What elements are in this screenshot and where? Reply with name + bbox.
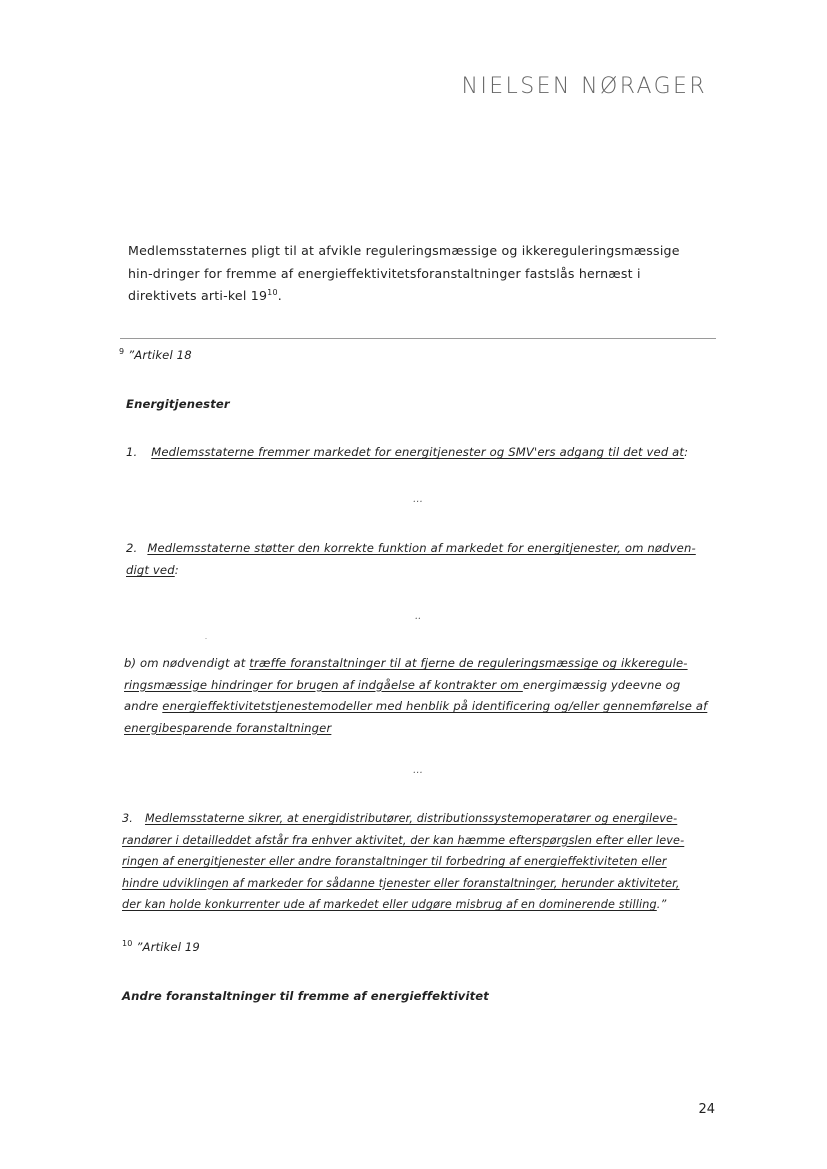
item-b-underlined-1: træffe foranstaltninger til at fjerne de reguleringsmæssige og ikkeregule- xyxy=(249,656,688,670)
footnote-10-title: Andre foranstaltninger til fremme af energieffektivitet xyxy=(122,989,489,1003)
footnote-9-item-2 xyxy=(126,537,726,581)
item-3-end: .” xyxy=(656,898,667,911)
footnote-10-marker: 10 xyxy=(122,939,133,948)
item-1-colon: : xyxy=(684,445,689,459)
company-logo: NIELSEN NØRAGER xyxy=(461,74,707,99)
footnote-9-item-3 xyxy=(122,808,742,916)
item-1-text: Medlemsstaterne fremmer markedet for energitjenester og SMV'ers adgang til det ved at xyxy=(151,445,685,459)
footnote-9-article: ”Artikel 18 xyxy=(128,348,192,362)
item-2-colon: : xyxy=(174,563,179,577)
footnote-10-heading xyxy=(122,936,200,958)
footnote-10-article: ”Artikel 19 xyxy=(136,940,200,954)
footnote-9-title: Energitjenester xyxy=(126,397,230,411)
item-b-plain-3: andre xyxy=(124,699,163,713)
body-paragraph-end: . xyxy=(277,288,282,303)
item-3-line-4: hindre udviklingen af markeder for sådanne tjenester eller foranstaltninger, herunder aktiviteter, xyxy=(122,876,680,890)
item-3-line-1: Medlemsstaterne sikrer, at energidistributører, distributionssystemoperatører og energileve- xyxy=(144,812,678,825)
footnote-9-item-1 xyxy=(126,441,688,463)
ellipsis-3: … xyxy=(413,765,423,776)
item-3-line-5: der kan holde konkurrenter ude af markedet eller udgøre misbrug af en dominerende stilling xyxy=(122,898,657,911)
item-1-number: 1. xyxy=(126,445,138,459)
footnote-9-heading xyxy=(119,344,192,366)
body-paragraph xyxy=(128,240,708,308)
scan-speck xyxy=(205,638,207,639)
item-3-line-3: ringen af energitjenester eller andre foranstaltninger til forbedring af energieffektiviteten eller xyxy=(122,855,667,868)
item-b-underlined-4: energibesparende foranstaltninger xyxy=(124,720,332,735)
footnote-9-item-b xyxy=(124,653,744,739)
item-b-underlined-3: energieffektivitetstjenestemodeller med henblik på identificering og/eller gennemførelse af xyxy=(162,699,708,713)
item-2-number: 2. xyxy=(126,541,138,555)
item-2-line-1: Medlemsstaterne støtter den korrekte funktion af markedet for energitjenester, om nødven- xyxy=(147,541,696,555)
item-3-number: 3. xyxy=(122,812,133,825)
item-b-intro: b) om nødvendigt at xyxy=(124,656,250,670)
item-b-underlined-2: ringsmæssige hindringer for brugen af indgåelse af kontrakter om xyxy=(124,677,523,692)
item-2-line-2: digt ved xyxy=(126,563,175,577)
item-3-line-2: randører i detailleddet afstår fra enhver aktivitet, der kan hæmme efterspørgslen efter eller leve- xyxy=(122,833,685,847)
body-paragraph-text: Medlemsstaternes pligt til at afvikle reguleringsmæssige og ikkereguleringsmæssige hin-dringer for fremme af energieffektivitetsforanstaltninger fastslås hernæst i direktivets arti-kel 19 xyxy=(128,243,680,303)
page-number: 24 xyxy=(698,1102,715,1117)
ellipsis-2: .. xyxy=(415,611,422,622)
footnote-reference-10[interactable]: 10 xyxy=(267,288,278,297)
footnote-9-marker: 9 xyxy=(119,347,125,356)
footnote-separator xyxy=(120,338,716,339)
ellipsis-1: … xyxy=(413,494,423,505)
item-b-plain-2: energimæssig ydeevne og xyxy=(522,677,681,692)
